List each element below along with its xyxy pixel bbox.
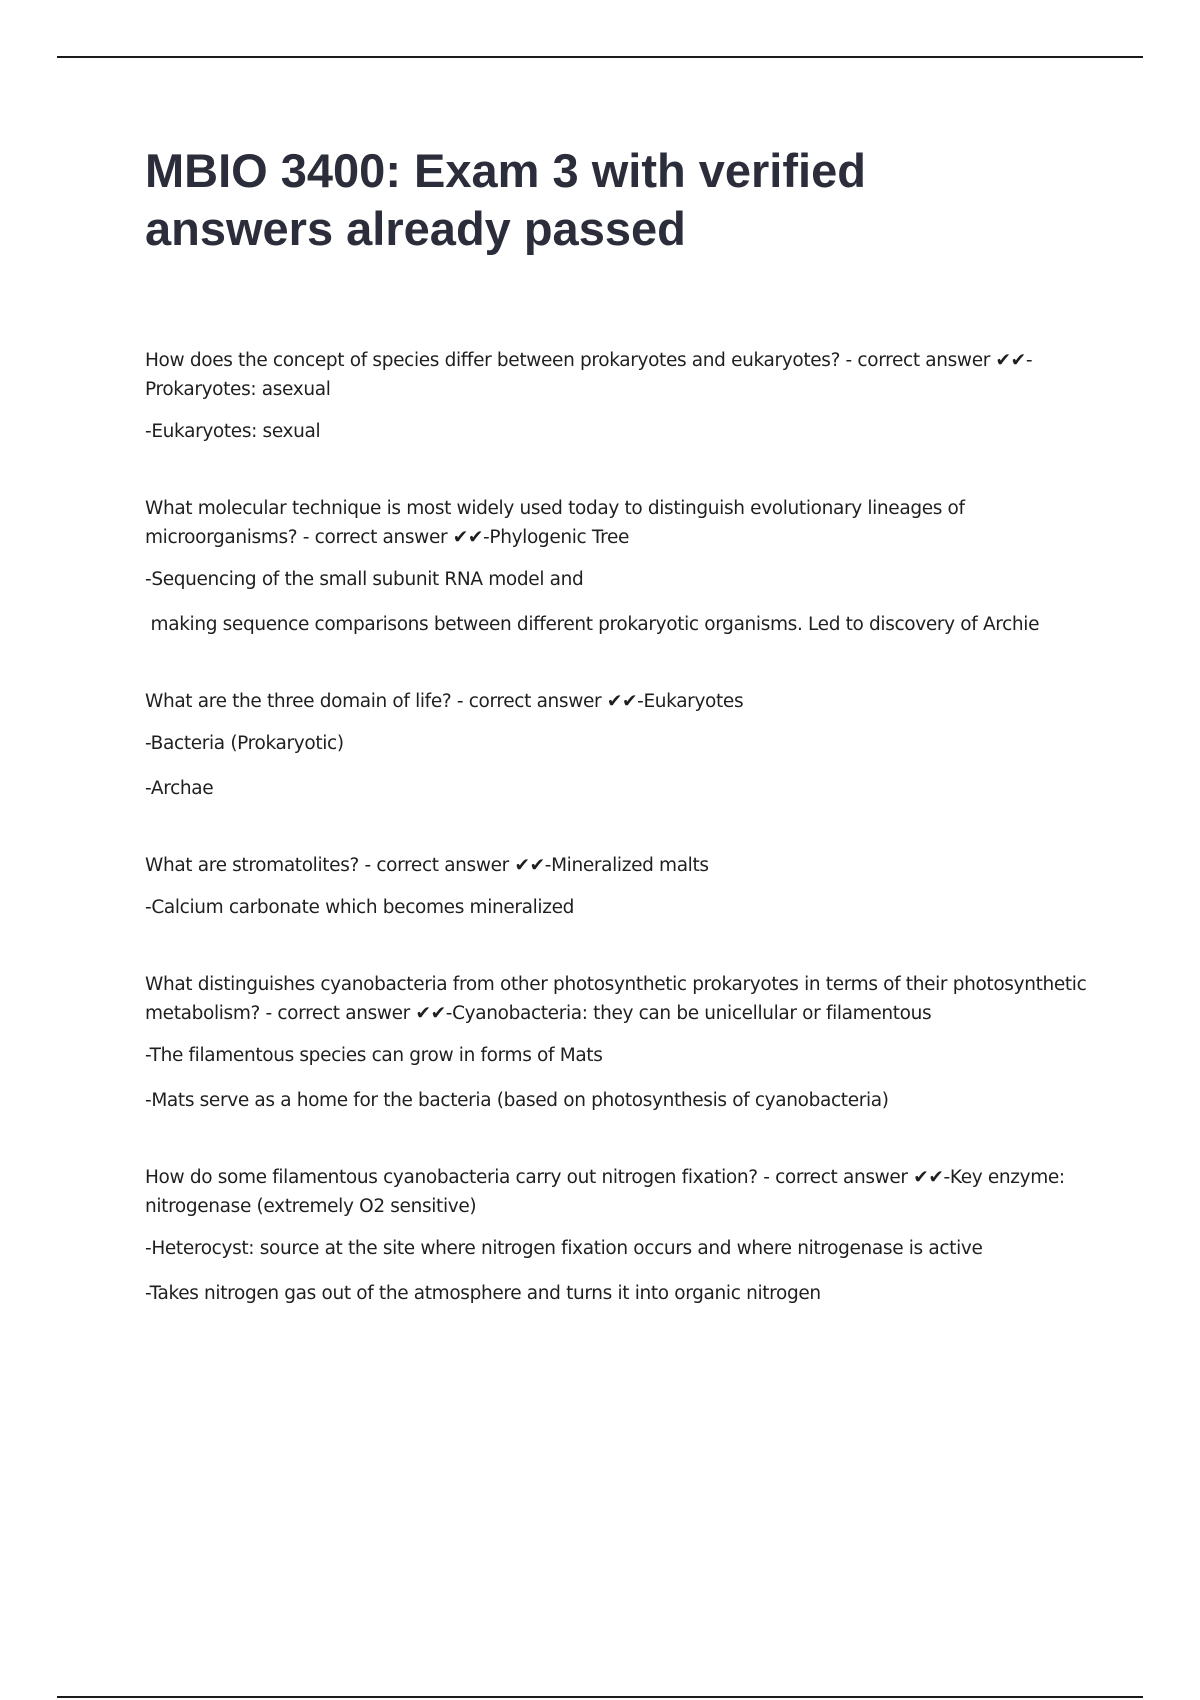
answer-line: -Takes nitrogen gas out of the atmosphere and turns it into organic nitrogen	[145, 1283, 821, 1304]
answer-line: -Eukaryotes: sexual	[145, 421, 321, 442]
answer-line: -The filamentous species can grow in forms of Mats	[145, 1045, 603, 1066]
answer-line: -Calcium carbonate which becomes mineralized	[145, 897, 574, 918]
answer-line: -Mats serve as a home for the bacteria (based on photosynthesis of cyanobacteria)	[145, 1090, 889, 1111]
qa-block	[145, 494, 1105, 639]
qa-block	[145, 687, 1105, 803]
answer-line: -Archae	[145, 778, 214, 799]
question-text: How does the concept of species differ between prokaryotes and eukaryotes? - correct answer ✔✔-Prokaryotes: asexual	[145, 350, 1033, 400]
question-text: What molecular technique is most widely used today to distinguish evolutionary lineages of microorganisms? - correct answer ✔✔-Phylogenic Tree	[145, 498, 965, 548]
top-rule	[57, 56, 1143, 58]
qa-block	[145, 970, 1105, 1115]
answer-line: -Heterocyst: source at the site where nitrogen fixation occurs and where nitrogenase is active	[145, 1238, 983, 1259]
question-text: How do some filamentous cyanobacteria carry out nitrogen fixation? - correct answer ✔✔-Key enzyme: nitrogenase (extremely O2 sensitive)	[145, 1167, 1065, 1217]
answer-line: -Sequencing of the small subunit RNA model and	[145, 569, 584, 590]
document-body	[145, 346, 1105, 1356]
qa-block	[145, 346, 1105, 446]
page-title: MBIO 3400: Exam 3 with verified answers already passed	[145, 144, 866, 255]
qa-block	[145, 851, 1105, 922]
answer-line: making sequence comparisons between different prokaryotic organisms. Led to discovery of Archie	[145, 614, 1040, 635]
qa-block	[145, 1163, 1105, 1308]
question-text: What are stromatolites? - correct answer ✔✔-Mineralized malts	[145, 855, 709, 876]
answer-line: -Bacteria (Prokaryotic)	[145, 733, 344, 754]
question-text: What distinguishes cyanobacteria from other photosynthetic prokaryotes in terms of their photosynthetic metabolism? - correct answer ✔✔-Cyanobacteria: they can be unicellular or filamentous	[145, 974, 1087, 1024]
bottom-rule	[57, 1696, 1143, 1698]
question-text: What are the three domain of life? - correct answer ✔✔-Eukaryotes	[145, 691, 744, 712]
